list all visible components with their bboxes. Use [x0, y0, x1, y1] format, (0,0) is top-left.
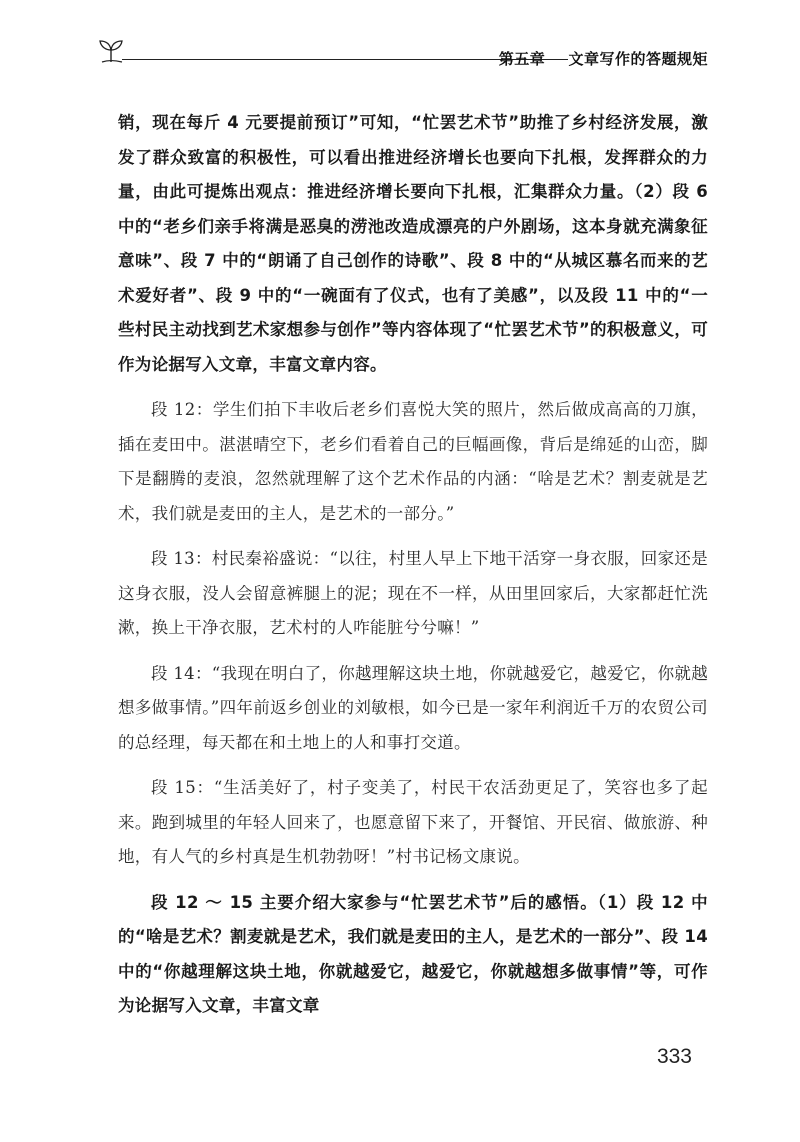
excerpt-paragraph-12: 段 12：学生们拍下丰收后老乡们喜悦大笑的照片，然后做成高高的刀旗，插在麦田中。湛湛晴空下，老乡们看着自己的巨幅画像，背后是绵延的山峦，脚下是翻腾的麦浪，忽然就理解了这个艺术作品的内涵：“啥是艺术？割麦就是艺术，我们就是麦田的主人，是艺术的一部分。” — [118, 400, 708, 523]
excerpt-paragraph-13: 段 13：村民秦裕盛说：“以往，村里人早上下地干活穿一身衣服，回家还是这身衣服，没人会留意裤腿上的泥；现在不一样，从田里回家后，大家都赶忙洗漱，换上干净衣服，艺术村的人咋能脏兮兮嘛！” — [118, 549, 708, 637]
analysis-paragraph-continued: 销，现在每斤 4 元要提前预订”可知，“忙罢艺术节”助推了乡村经济发展，激发了群众致富的积极性，可以看出推进经济增长也要向下扎根，发挥群众的力量，由此可提炼出观点：推进经济增长要向下扎根，汇集群众力量。（2）段 6 中的“老乡们亲手将满是恶臭的涝池改造成漂亮的户外剧场，这本身就充满象征意味”、段 7 中的“朗诵了自己创作的诗歌”、段 8 中的“从城区慕名而来的艺术爱好者”、段 9 中的“一碗面有了仪式，也有了美感”，以及段 11 中的“一些村民主动找到艺术家想参与创作”等内容体现了“忙罢艺术节”的积极意义，可作为论据写入文章，丰富文章内容。 — [118, 113, 708, 374]
excerpt-paragraph-15: 段 15：“生活美好了，村子变美了，村民干农活劲更足了，笑容也多了起来。跑到城里的年轻人回来了，也愿意留下来了，开餐馆、开民宿、做旅游、种地，有人气的乡村真是生机勃勃呀！”村书记杨文康说。 — [118, 778, 708, 866]
sprout-icon — [96, 36, 126, 66]
page-header — [96, 34, 708, 74]
chapter-label: 第五章 — [498, 50, 546, 68]
page-number: 333 — [656, 1045, 692, 1068]
excerpt-paragraph-14: 段 14：“我现在明白了，你越理解这块土地，你就越爱它，越爱它，你就越想多做事情。”四年前返乡创业的刘敏根，如今已是一家年利润近千万的农贸公司的总经理，每天都在和土地上的人和事打交道。 — [118, 663, 708, 752]
running-head — [499, 48, 708, 69]
analysis-paragraph-12-15: 段 12 ～ 15 主要介绍大家参与“忙罢艺术节”后的感悟。（1）段 12 中的“啥是艺术？割麦就是艺术，我们就是麦田的主人，是艺术的一部分”、段 14 中的“你越理解这块土地，你就越爱它，越爱它，你就越想多做事情”等，可作为论据写入文章，丰富文章 — [118, 892, 708, 1015]
chapter-subtitle: 文章写作的答题规矩 — [568, 50, 708, 68]
page-content — [118, 106, 708, 1035]
